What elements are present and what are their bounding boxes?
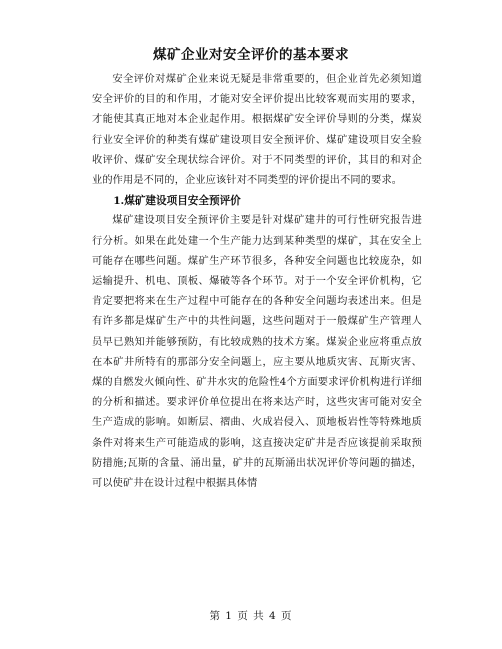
section-1-heading: 1.煤矿建设项目安全预评价 (113, 195, 241, 208)
section-1-paragraph: 煤矿建设项目安全预评价主要是针对煤矿建井的可行性研究报告进行分析。如果在此处建一个生产能力达到某种类型的煤矿，其在安全上可能存在哪些问题。煤矿生产环节很多，各种安全问题也比较庞杂，如运输提升、机电、顶板、爆破等各个环节。对于一个安全评价机构，它肯定要把将来在生产过程中可能存在的各种安全问题均表述出来。但是有许多都是煤矿生产中的共性问题，这些问题对于一般煤矿生产管理人员早已熟知并能够预防，有比较成熟的技术方案。煤炭企业应将重点放在本矿井所特有的那部分安全问题上，应主要从地质灾害、瓦斯灾害、煤的自燃发火倾向性、矿井水灾的危险性4个方面要求评价机构进行详细的分析和描述。要求评价单位提出在将来达产时，这些灾害可能对安全生产造成的影响。如断层、褶曲、火成岩侵入、顶地板岩性等特殊地质条件对将来生产可能造成的影响，这直接决定矿井是否应该提前采取预防措施;瓦斯的含量、涌出量，矿井的瓦斯涌出状况评价等问题的描述，可以使矿井在设计过程中根据具体情 (92, 215, 422, 490)
page-footer: 第 1 页 共 4 页 (209, 610, 293, 622)
document-body (92, 70, 422, 494)
document-title: 煤矿企业对安全评价的基本要求 (153, 47, 349, 63)
intro-paragraph: 安全评价对煤矿企业来说无疑是非常重要的，但企业首先必须知道安全评价的目的和作用，才能对安全评价提出比较客观而实用的要求，才能使其真正地对本企业起作用。根据煤矿安全评价导则的分类，煤炭行业安全评价的种类有煤矿建设项目安全预评价、煤矿建设项目安全验收评价、煤矿安全现状综合评价。对于不同类型的评价，其目的和对企业的作用是不同的，企业应该针对不同类型的评价提出不同的要求。 (92, 74, 422, 187)
